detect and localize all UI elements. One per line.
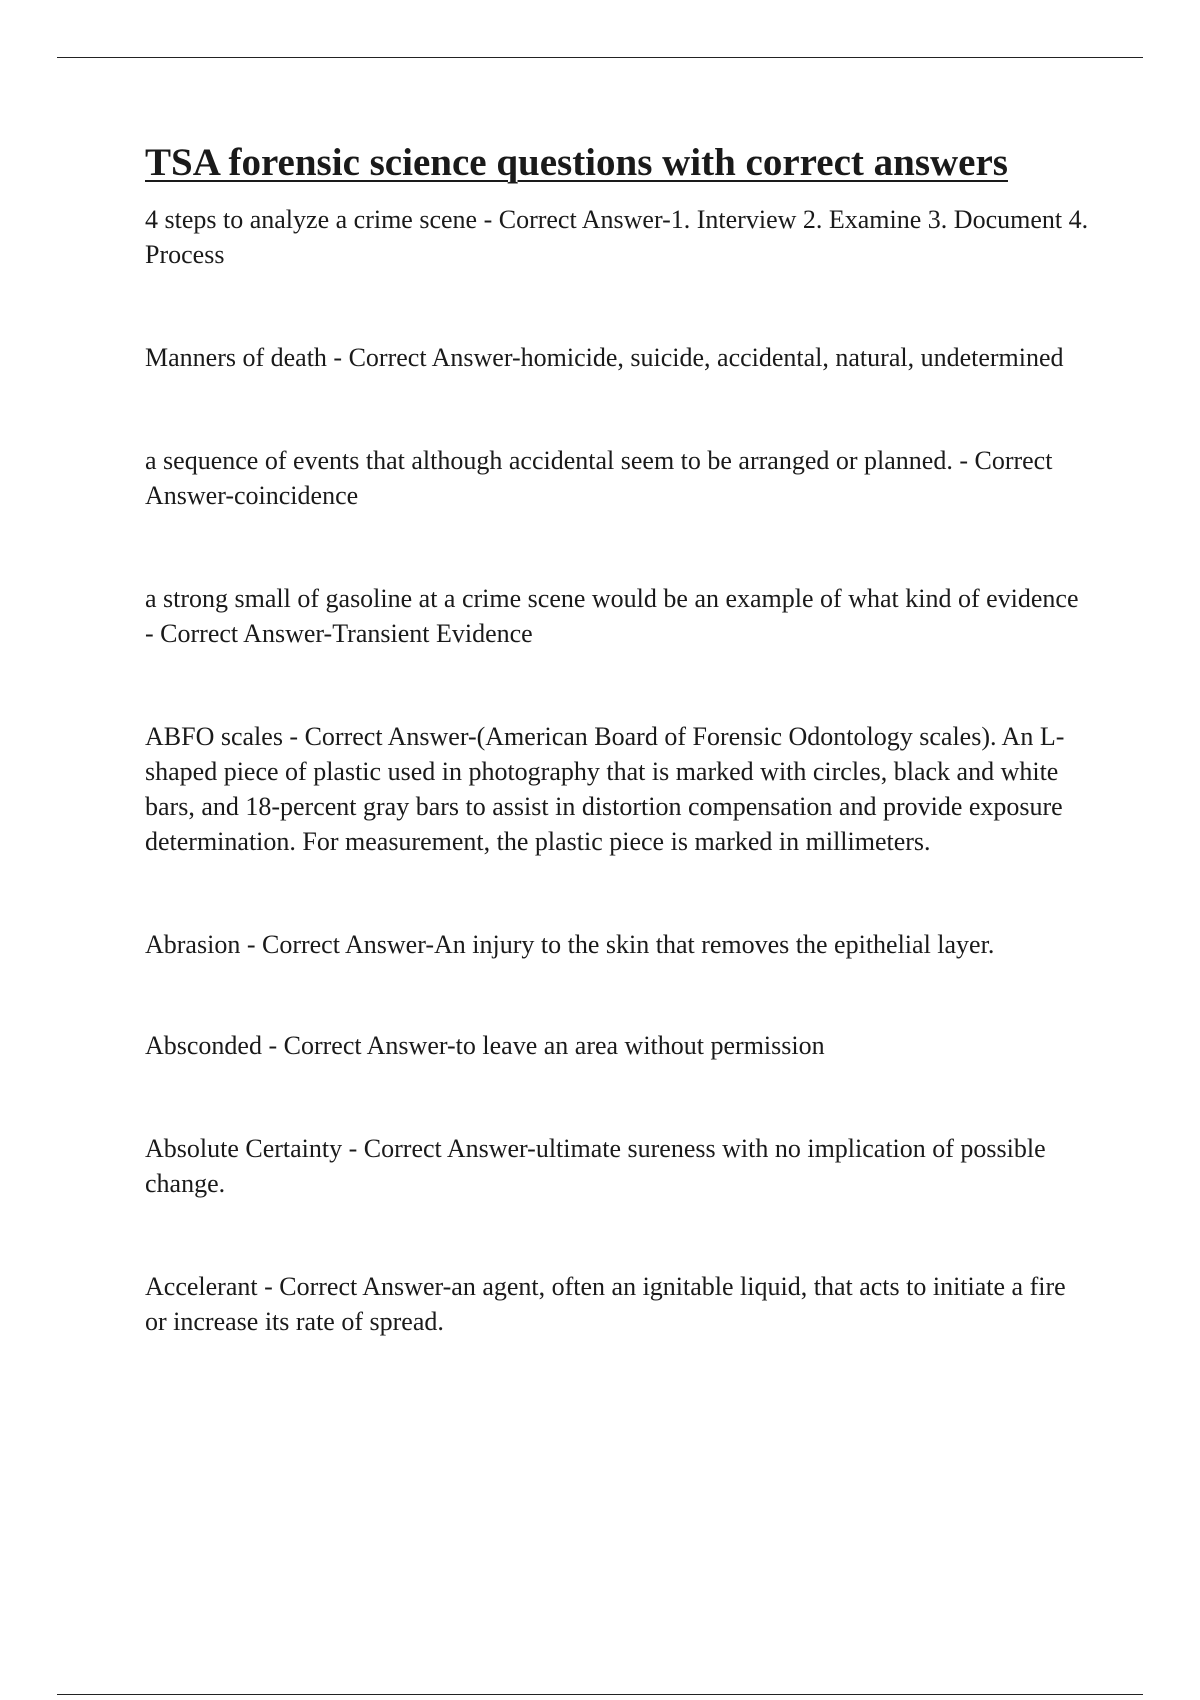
qa-entry: a strong small of gasoline at a crime scene would be an example of what kind of evidence - Correct Answer-Transient Evidence: [145, 584, 1079, 648]
qa-entry: a sequence of events that although accidental seem to be arranged or planned. - Correct Answer-coincidence: [145, 446, 1053, 510]
document-body: [145, 140, 1090, 1339]
qa-entry: Manners of death - Correct Answer-homicide, suicide, accidental, natural, undetermined: [145, 343, 1064, 372]
header-rule: [57, 57, 1143, 58]
qa-entry: Absconded - Correct Answer-to leave an area without permission: [145, 1031, 825, 1060]
qa-entry: 4 steps to analyze a crime scene - Correct Answer-1. Interview 2. Examine 3. Document 4. Process: [145, 205, 1089, 269]
footer-rule: [57, 1694, 1143, 1695]
qa-entry: Absolute Certainty - Correct Answer-ultimate sureness with no implication of possible change.: [145, 1134, 1046, 1198]
document-title: TSA forensic science questions with correct answers: [145, 141, 1008, 184]
qa-entry: ABFO scales - Correct Answer-(American Board of Forensic Odontology scales). An L-shaped piece of plastic used in photography that is marked with circles, black and white bars, and 18-percent gray bars to assist in distortion compensation and provide exposure determination. For measurement, the plastic piece is marked in millimeters.: [145, 722, 1065, 856]
qa-entry: Abrasion - Correct Answer-An injury to the skin that removes the epithelial layer.: [145, 930, 995, 959]
qa-entry: Accelerant - Correct Answer-an agent, often an ignitable liquid, that acts to initiate a fire or increase its rate of spread.: [145, 1272, 1066, 1336]
